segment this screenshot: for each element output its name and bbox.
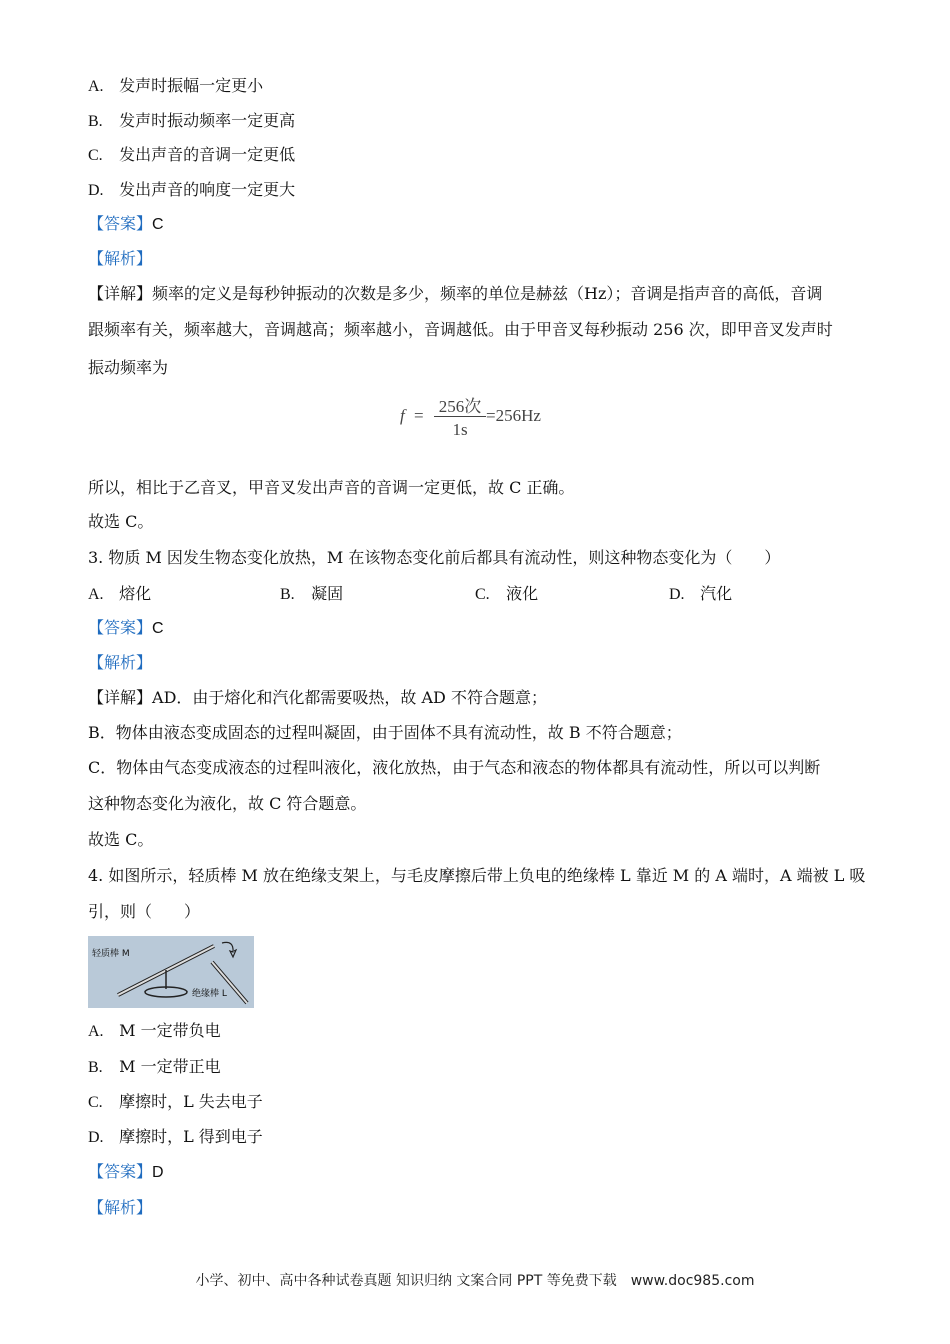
q2-choose: 故选 C。 xyxy=(88,512,154,531)
q4-stem-line-1: 4. 如图所示，轻质棒 M 放在绝缘支架上，与毛皮摩擦后带上负电的绝缘棒 L 靠近 M 的 A 端时，A 端被 L 吸 xyxy=(88,866,866,885)
q3-stem: 3. 物质 M 因发生物态变化放热，M 在该物态变化前后都具有流动性，则这种物态变化为（ ） xyxy=(88,548,781,567)
q4-option-c: C. 摩擦时，L 失去电子 xyxy=(88,1092,263,1111)
q2-detail-line-2: 跟频率有关，频率越大，音调越高；频率越小，音调越低。由于甲音叉每秒振动 256 次，即甲音叉发声时 xyxy=(88,320,833,339)
q3-option-d: D. 汽化 xyxy=(669,584,733,603)
q4-stem-line-2: 引，则（ ） xyxy=(88,902,201,921)
q3-choose: 故选 C。 xyxy=(88,830,154,849)
fraction-bar xyxy=(434,416,486,417)
label-rod-l: 绝缘棒 L xyxy=(192,989,227,999)
rod-figure xyxy=(88,936,254,1008)
q2-detail-line-1: 【详解】频率的定义是每秒钟振动的次数是多少，频率的单位是赫兹（Hz）；音调是指声音的高低，音调 xyxy=(88,284,823,303)
q4-option-b: B. M 一定带正电 xyxy=(88,1057,221,1076)
q4-option-d: D. 摩擦时，L 得到电子 xyxy=(88,1127,263,1146)
q3-detail-line-2: B．物体由液态变成固态的过程叫凝固，由于固体不具有流动性，故 B 不符合题意； xyxy=(88,723,682,742)
q3-analysis-tag: 【解析】 xyxy=(88,653,153,672)
q4-answer: 【答案】D xyxy=(88,1162,164,1181)
q3-answer: 【答案】C xyxy=(88,618,164,637)
q3-detail-line-3: C．物体由气态变成液态的过程叫液化，液化放热，由于气态和液态的物体都具有流动性，所以可以判断 xyxy=(88,758,821,777)
q2-answer: 【答案】C xyxy=(88,214,164,233)
q2-option-c: C. 发出声音的音调一定更低 xyxy=(88,145,296,164)
rod-diagram xyxy=(88,936,254,1008)
q3-option-b: B. 凝固 xyxy=(280,584,344,603)
q3-option-a: A. 熔化 xyxy=(88,584,152,603)
formula-equals: = xyxy=(414,406,424,425)
formula-variable: f xyxy=(400,406,405,425)
q3-option-c: C. 液化 xyxy=(475,584,539,603)
formula-numerator: 256次 xyxy=(438,397,482,416)
q2-option-b: B. 发声时振动频率一定更高 xyxy=(88,111,296,130)
q2-detail-line-3: 振动频率为 xyxy=(88,358,169,377)
q4-option-a: A. M 一定带负电 xyxy=(88,1021,221,1040)
page-footer: 小学、初中、高中各种试卷真题 知识归纳 文案合同 PPT 等免费下载 www.doc985.com xyxy=(195,1273,755,1289)
q2-conclusion: 所以，相比于乙音叉，甲音叉发出声音的音调一定更低，故 C 正确。 xyxy=(88,478,575,497)
q2-option-d: D. 发出声音的响度一定更大 xyxy=(88,180,296,199)
q4-analysis-tag: 【解析】 xyxy=(88,1198,153,1217)
rotation-arrow-icon xyxy=(222,942,236,957)
q3-detail-line-1: 【详解】AD．由于熔化和汽化都需要吸热，故 AD 不符合题意； xyxy=(88,688,547,707)
q2-analysis-tag: 【解析】 xyxy=(88,249,153,268)
label-rod-m: 轻质棒 M xyxy=(92,949,130,959)
q3-detail-line-4: 这种物态变化为液化，故 C 符合题意。 xyxy=(88,794,367,813)
q2-option-a: A. 发声时振幅一定更小 xyxy=(88,76,264,95)
formula-result: =256Hz xyxy=(486,406,541,425)
formula-denominator: 1s xyxy=(452,420,468,439)
